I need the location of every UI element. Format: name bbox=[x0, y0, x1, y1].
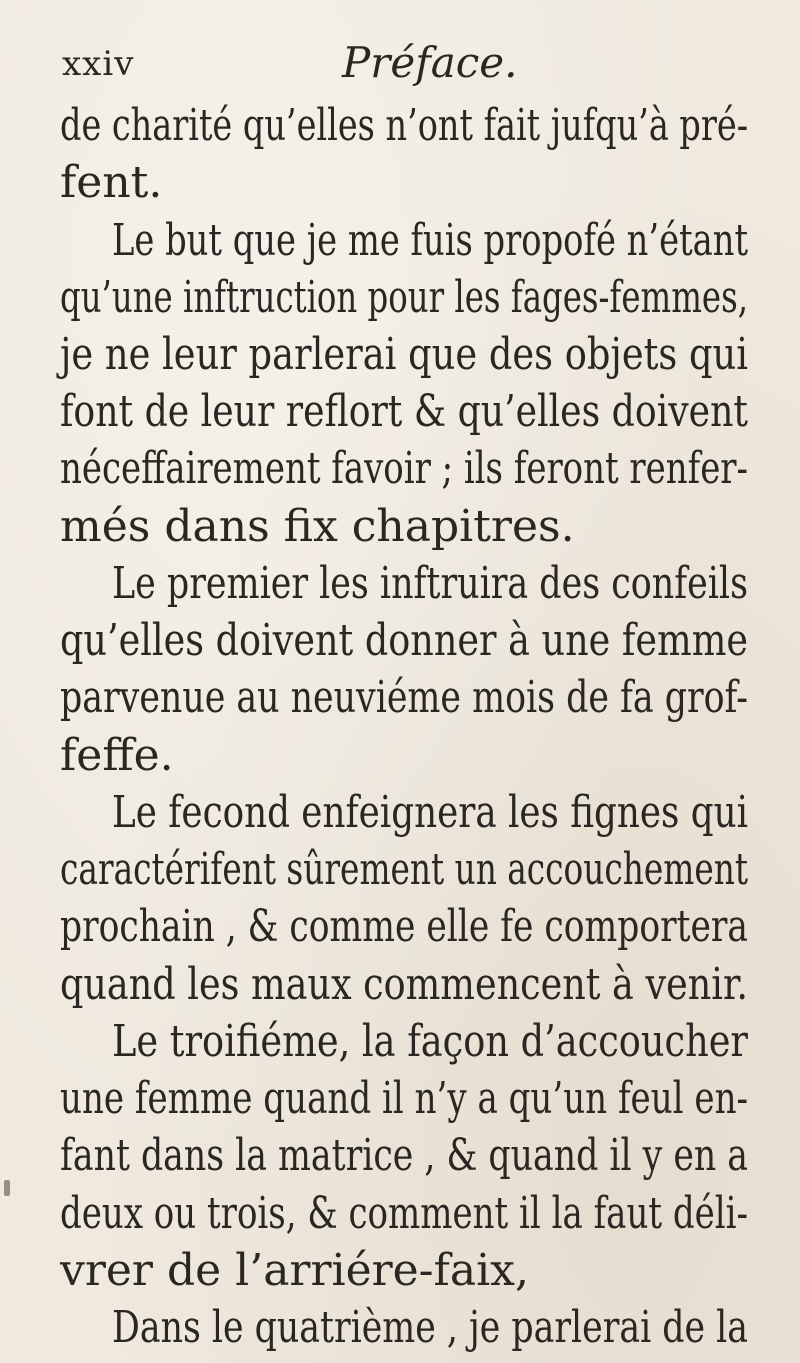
paragraph-first-line: Dans le quatrième , je parlerai de la bbox=[112, 1302, 748, 1353]
text-line: qu’elles doivent donner à une femme bbox=[60, 615, 749, 667]
paragraph-first-line: Le premier les inftruira des confeils bbox=[112, 557, 748, 609]
running-head: Préface. bbox=[342, 38, 518, 87]
paragraph-first-line: Le but que je me fuis propofé n’étant bbox=[112, 214, 749, 266]
text-line: fent. bbox=[60, 157, 163, 209]
text-line: une femme quand il n’y a qu’un feul en- bbox=[60, 1073, 749, 1124]
text-line: quand les maux commencent à venir. bbox=[60, 958, 749, 1010]
text-line: vrer de l’arriére-faix, bbox=[60, 1244, 529, 1296]
page-header bbox=[60, 38, 760, 88]
text-line: caractérifent sûrement un accouchement bbox=[60, 844, 749, 896]
paragraph-first-line: Le troifiéme, la façon d’accoucher bbox=[112, 1015, 748, 1067]
text-line: parvenue au neuviéme mois de fa grof- bbox=[60, 672, 748, 724]
text-line: fant dans la matrice , & quand il y en a bbox=[60, 1130, 749, 1182]
page-number: xxiv bbox=[62, 44, 135, 84]
text-line: néceffairement favoir ; ils feront renfer- bbox=[60, 443, 749, 495]
text-line: je ne leur parlerai que des objets qui bbox=[60, 329, 748, 380]
text-line: prochain , & comme elle fe comportera bbox=[60, 901, 748, 953]
paragraph-first-line: Le fecond enfeignera les fignes qui bbox=[112, 786, 749, 838]
text-line: més dans fix chapitres. bbox=[60, 500, 575, 552]
text-line: qu’une inftruction pour les fages-femmes, bbox=[60, 271, 748, 323]
text-line: feffe. bbox=[60, 729, 174, 781]
text-line: de charité qu’elles n’ont fait jufqu’à pré- bbox=[60, 100, 749, 151]
margin-smudge bbox=[4, 1180, 10, 1196]
text-line: font de leur reflort & qu’elles doivent bbox=[60, 386, 748, 438]
text-line: deux ou trois, & comment il la faut déli- bbox=[60, 1187, 749, 1239]
